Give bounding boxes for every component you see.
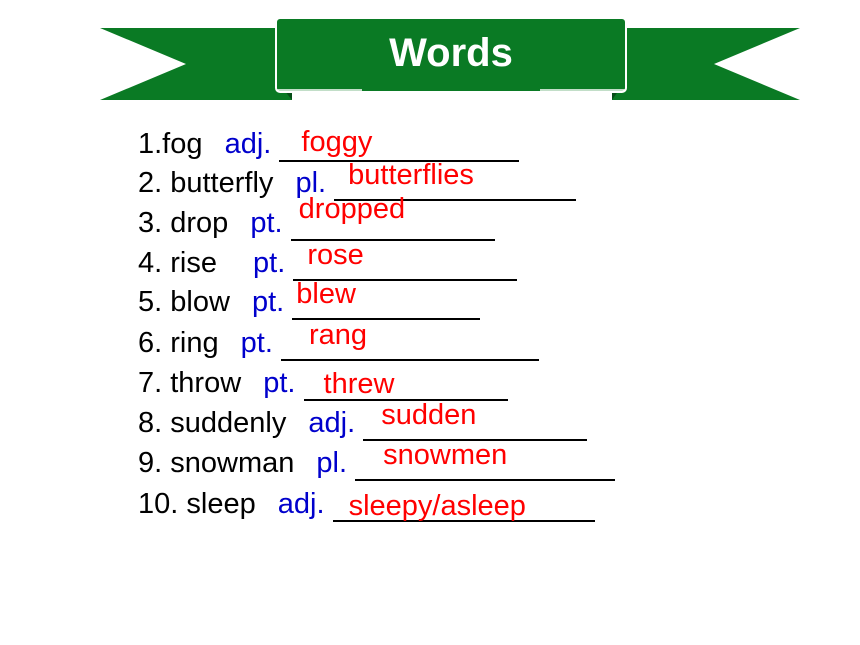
item-word: 4. rise [138, 247, 217, 279]
answer-blank [304, 365, 508, 401]
item-word: 2. butterfly [138, 167, 274, 199]
item-pos: adj. [308, 407, 356, 439]
item-word: 7. throw [138, 367, 242, 399]
item-answer: sleepy/asleep [348, 490, 526, 522]
item-pos: pl. [295, 167, 327, 199]
list-item [138, 319, 539, 361]
item-pos: pt. [263, 367, 296, 399]
page-title: Words [389, 31, 513, 75]
item-answer: blew [296, 278, 356, 310]
item-pos: pt. [253, 247, 286, 279]
item-pos: pt. [250, 207, 283, 239]
list-item [138, 439, 615, 481]
answer-blank [293, 239, 517, 281]
list-item [138, 486, 595, 522]
answer-blank [363, 399, 587, 441]
item-word: 10. sleep [138, 488, 256, 520]
list-item [138, 193, 495, 241]
answer-blank [355, 439, 615, 481]
item-word: 6. ring [138, 327, 219, 359]
list-item [138, 239, 517, 281]
list-item [138, 126, 519, 162]
answer-blank [281, 319, 539, 361]
item-word: 8. suddenly [138, 407, 287, 439]
item-answer: rang [308, 319, 368, 351]
answer-blank [291, 193, 495, 241]
item-pos: pl. [316, 447, 348, 479]
item-answer: butterflies [348, 159, 474, 191]
list-item [138, 399, 587, 441]
item-answer: threw [323, 368, 395, 400]
list-item [138, 365, 508, 401]
item-word: 9. snowman [138, 447, 295, 479]
answer-blank [333, 486, 595, 522]
title-banner [0, 0, 860, 110]
item-pos: adj. [277, 488, 325, 520]
item-answer: sudden [381, 399, 477, 431]
answer-blank [279, 126, 519, 162]
item-answer: foggy [301, 126, 373, 158]
item-word: 1.fog [138, 128, 203, 160]
item-answer: snowmen [383, 439, 508, 471]
item-answer: rose [307, 239, 364, 271]
item-pos: pt. [240, 327, 273, 359]
item-word: 3. drop [138, 207, 229, 239]
item-pos: pt. [251, 286, 285, 318]
item-word: 5. blow [138, 286, 230, 318]
item-answer: dropped [298, 193, 406, 225]
item-pos: adj. [224, 128, 272, 160]
list-item [138, 278, 480, 320]
answer-blank [292, 278, 480, 320]
